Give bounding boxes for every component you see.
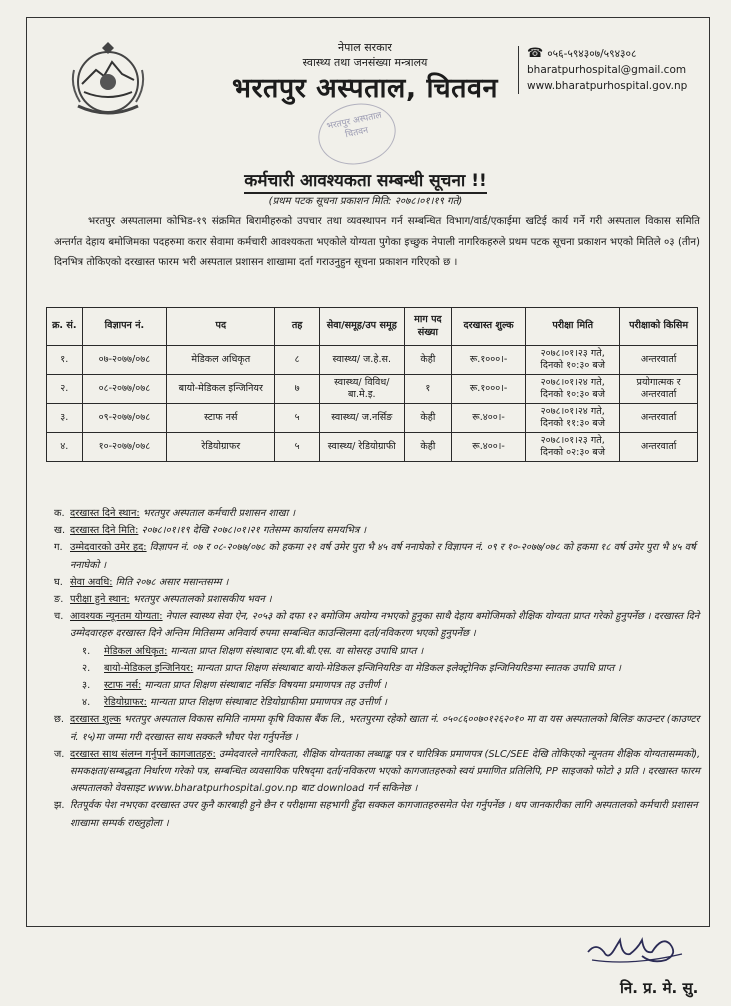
header-cell: तह [275, 308, 319, 346]
item-marker: ३. [82, 680, 91, 692]
table-cell: ४. [47, 433, 83, 462]
item-text: मान्यता प्राप्त शिक्षण संस्थाबाट एम.बी.बी.एस. वा सोसरह उपाधि प्राप्त । [167, 645, 424, 657]
header-cell: दरखास्त शुल्क [452, 308, 526, 346]
table-cell: मेडिकल अधिकृत [167, 346, 275, 375]
table-cell: प्रयोगात्मक र अन्तरवार्ता [620, 375, 698, 404]
table-cell: ५ [275, 433, 319, 462]
header-cell: क्र. सं. [47, 308, 83, 346]
item-label: सेवा अवधि: [70, 576, 113, 588]
item-text: विज्ञापन नं. ०७ र ०८-२०७७/०७८ को हकमा २१ वर्ष उमेर पुरा भै ४५ वर्ष ननाघेको र विज्ञापन नं. ०९ र १०-२०७७/०७८ को हकमा १८ वर्ष उमेर पुरा भै ४५ वर्ष ननाघेको । [70, 542, 696, 571]
item-label: दरखास्त दिने मिति: [70, 525, 139, 537]
header-cell: पद [167, 308, 275, 346]
item-text: मान्यता प्राप्त शिक्षण संस्थाबाट रेडियोग्राफीमा प्रमाणपत्र तह उत्तीर्ण । [146, 697, 388, 709]
table-row [47, 433, 698, 462]
item-marker: ङ. [54, 594, 64, 606]
table-cell: स्वास्थ्य/ रेडियोग्राफी [319, 433, 404, 462]
table-cell: ०९-२०७७/०७८ [82, 404, 167, 433]
detail-item [54, 591, 704, 608]
table-cell: ३. [47, 404, 83, 433]
header-cell: माग पद संख्या [404, 308, 451, 346]
item-label: मेडिकल अधिकृत: [104, 645, 168, 657]
item-label: स्टाफ नर्स: [104, 680, 142, 692]
nepal-emblem-logo [62, 40, 154, 120]
table-cell: रू.४००।- [452, 404, 526, 433]
table-cell: १ [404, 375, 451, 404]
item-label: दरखास्त साथ संलग्न गर्नुपर्ने कागजातहरु: [70, 748, 216, 760]
ministry-name: स्वास्थ्य तथा जनसंख्या मन्त्रालय [302, 56, 428, 69]
item-marker: क. [54, 508, 65, 519]
table-cell: २. [47, 375, 83, 404]
item-label: परीक्षा हुने स्थान: [70, 594, 130, 606]
handwritten-signature [582, 920, 692, 970]
table-cell: ८ [275, 346, 319, 375]
hospital-name: भरतपुर अस्पताल, चितवन [231, 73, 499, 104]
notice-title [0, 168, 731, 191]
table-cell: ०७-२०७७/०७८ [82, 346, 167, 375]
table-cell: अन्तरवार्ता [620, 433, 698, 462]
item-marker: १. [82, 645, 91, 657]
table-cell: केही [404, 346, 451, 375]
detail-item [54, 797, 704, 831]
signatory-title: नि. प्र. मे. सु. [620, 979, 699, 997]
phone-row [527, 46, 717, 62]
table-cell: ७ [275, 375, 319, 404]
item-text: भरतपुर अस्पताल कर्मचारी प्रशासन शाखा । [139, 508, 296, 519]
item-marker: ग. [54, 542, 63, 554]
item-text: रितपूर्वक पेश नभएका दरखास्त उपर कुनै कारबाही हुने छैन र परीक्षामा सहभागी हुँदा सक्कल कागजातहरुसमेत पेश गर्नुपर्नेछ । थप जानकारीका लागि अस्पतालको कर्मचारी प्रशासन शाखामा सम्पर्क राख्नुहोला । [70, 800, 698, 829]
item-text: मान्यता प्राप्त शिक्षण संस्थाबाट नर्सिङ विषयमा प्रमाणपत्र तह उत्तीर्ण । [141, 680, 387, 692]
detail-item [54, 608, 704, 642]
item-label: बायो-मेडिकल इन्जिनियर: [104, 662, 194, 674]
table-cell: २०७८।०१।२३ गते, दिनको ०२:३० बजे [526, 433, 620, 462]
government-name: नेपाल सरकार [338, 41, 392, 54]
vacancy-table [46, 307, 698, 462]
table-cell: स्टाफ नर्स [167, 404, 275, 433]
table-cell: केही [404, 433, 451, 462]
item-label: आवश्यक न्यूनतम योग्यता: [70, 611, 163, 623]
detail-item [54, 711, 704, 745]
table-cell: ०८-२०७७/०७८ [82, 375, 167, 404]
table-cell: रेडियोग्राफर [167, 433, 275, 462]
item-marker: ज. [54, 748, 65, 760]
website-url: www.bharatpurhospital.gov.np [527, 80, 688, 92]
item-text: भरतपुर अस्पताल विकास समिति नाममा कृषि विकास बैंक लि., भरतपुरमा रहेको खाता नं. ०५०८६००७०१२६२०१० मा वा यस अस्पतालको बिलिङ काउन्टर (काउण्टर नं. १५)मा जम्मा गरी दरखास्त साथ सक्कलै भौचर पेश गर्नुपर्नेछ । [70, 714, 700, 743]
letterhead [200, 40, 530, 106]
intro-paragraph: भरतपुर अस्पतालमा कोभिड-१९ संक्रमित बिरामीहरुको उपचार तथा व्यवस्थापन गर्न सम्बन्धित विभाग/वार्ड/एकाईमा खटिई कार्य गर्ने गरी अस्पताल विकास समिति अन्तर्गत देहाय बमोजिमका पदहरुमा करार सेवामा कर्मचारी आवश्यकता भएकोले योग्यता पुगेका इच्छुक नेपाली नागरिकहरुले प्रथम पटक सूचना प्रकाशन भएको मितिले ०३ (तीन) दिनभित्र तोकिएको दरखास्त फारम भरी अस्पताल प्रशासन शाखामा दर्ता गराउनुहुन सूचना प्रकाशन गरिएको छ । [54, 216, 700, 268]
table-row [47, 346, 698, 375]
notice-details [54, 505, 704, 832]
table-cell: स्वास्थ्य/ ज.हे.स. [319, 346, 404, 375]
item-marker: झ. [54, 800, 65, 812]
table-cell: २०७८।०१।२३ गते, दिनको १०:३० बजे [526, 346, 620, 375]
item-marker: घ. [54, 576, 63, 588]
item-marker: ४. [82, 697, 91, 709]
item-label: दरखास्त शुल्क [70, 714, 121, 726]
table-row [47, 375, 698, 404]
detail-item [54, 746, 704, 798]
item-marker: २. [82, 662, 91, 674]
phone-number: ०५६-५९४३०७/५९४३०८ [547, 48, 637, 60]
header-cell: सेवा/समूह/उप समूह [319, 308, 404, 346]
table-cell: २०७८।०१।२४ गते, दिनको १०:३० बजे [526, 375, 620, 404]
table-cell: रू.१०००।- [452, 346, 526, 375]
detail-item [54, 505, 704, 522]
phone-icon: ☎ [527, 46, 544, 61]
detail-item [54, 574, 704, 591]
item-marker: छ. [54, 714, 64, 726]
table-cell: ५ [275, 404, 319, 433]
table-cell: केही [404, 404, 451, 433]
item-marker: ख. [54, 525, 66, 537]
detail-item [54, 522, 704, 539]
qualification-item [54, 660, 704, 677]
qualification-item [54, 677, 704, 694]
header-cell: परीक्षाको किसिम [620, 308, 698, 346]
table-cell: अन्तरवार्ता [620, 346, 698, 375]
item-text: २०७८।०१।१९ देखि २०७८।०१।२१ गतेसम्म कार्यालय समयभित्र । [138, 525, 367, 537]
notice-subtitle: (प्रथम पटक सूचना प्रकाशन मिति: २०७८।०१।१९ गते) [268, 196, 463, 207]
office-stamp: भरतपुर अस्पताल चितवन [313, 97, 402, 172]
header-cell: परीक्षा मिति [526, 308, 620, 346]
item-label: उम्मेदवारको उमेर हद: [70, 542, 147, 554]
table-cell: १. [47, 346, 83, 375]
table-cell: रू.४००।- [452, 433, 526, 462]
table-cell: स्वास्थ्य/ विविध/बा.मे.इ. [319, 375, 404, 404]
item-label: रेडियोग्राफर: [104, 697, 147, 709]
item-text: भरतपुर अस्पतालको प्रशासकीय भवन । [129, 594, 272, 606]
item-marker: च. [54, 611, 64, 623]
item-text: मिति २०७८ असार मसान्तसम्म । [112, 576, 229, 588]
qualification-item [54, 643, 704, 660]
header-cell: विज्ञापन नं. [82, 308, 167, 346]
item-text: उम्मेदवारले नागरिकता, शैक्षिक योग्यताका लब्धाङ्क पत्र र चारित्रिक प्रमाणपत्र (SLC/SEE देखि तोकिएको न्यूनतम शैक्षिक योग्यतासम्मको), समकक्षता/सम्बद्धता निर्धारण गरेको पत्र, सम्बन्धित व्यवसायिक परिषद्‌मा दर्ता/नविकरण भएको कागजातहरुको स्वयं प्रमाणित प्रतिलिपि, PP साइजको फोटो ३ प्रति । दरखास्त फारम अस्पतालको वेवसाइट www.bharatpurhospital.gov.np बाट download गर्न सकिनेछ । [70, 748, 701, 795]
table-cell: रू.१०००।- [452, 375, 526, 404]
item-text: नेपाल स्वास्थ्य सेवा ऐन, २०५३ को दफा १२ बमोजिम अयोग्य नभएको हुनुका साथै देहाय बमोजिमको शैक्षिक योग्यता प्राप्त गरेको हुनुपर्नेछ । दरखास्त दिने उम्मेदवारहरु दरखास्त दिने अन्तिम मितिसम्म अनिवार्य रुपमा सम्बन्धित काउन्सिलमा दर्ता/नविकरण भएको हुनुपर्नेछ । [70, 611, 700, 640]
table-cell: बायो-मेडिकल इन्जिनियर [167, 375, 275, 404]
detail-item [54, 539, 704, 573]
item-text: मान्यता प्राप्त शिक्षण संस्थाबाट बायो-मेडिकल इन्जिनियरिङ वा मेडिकल इलेक्ट्रोनिक इन्जिनियरिङमा स्नातक उपाधि प्राप्त । [193, 662, 622, 674]
email-address: bharatpurhospital@gmail.com [527, 64, 687, 76]
item-label: दरखास्त दिने स्थान: [70, 508, 140, 519]
table-cell: अन्तरवार्ता [620, 404, 698, 433]
notice-title-text: कर्मचारी आवश्यकता सम्बन्धी सूचना !! [244, 171, 486, 194]
qualification-item [54, 694, 704, 711]
contact-block [518, 46, 717, 94]
table-header-row [47, 308, 698, 346]
table-row [47, 404, 698, 433]
table-cell: स्वास्थ्य/ ज.नर्सिङ [319, 404, 404, 433]
table-cell: १०-२०७७/०७८ [82, 433, 167, 462]
table-cell: २०७८।०१।२४ गते, दिनको ११:३० बजे [526, 404, 620, 433]
